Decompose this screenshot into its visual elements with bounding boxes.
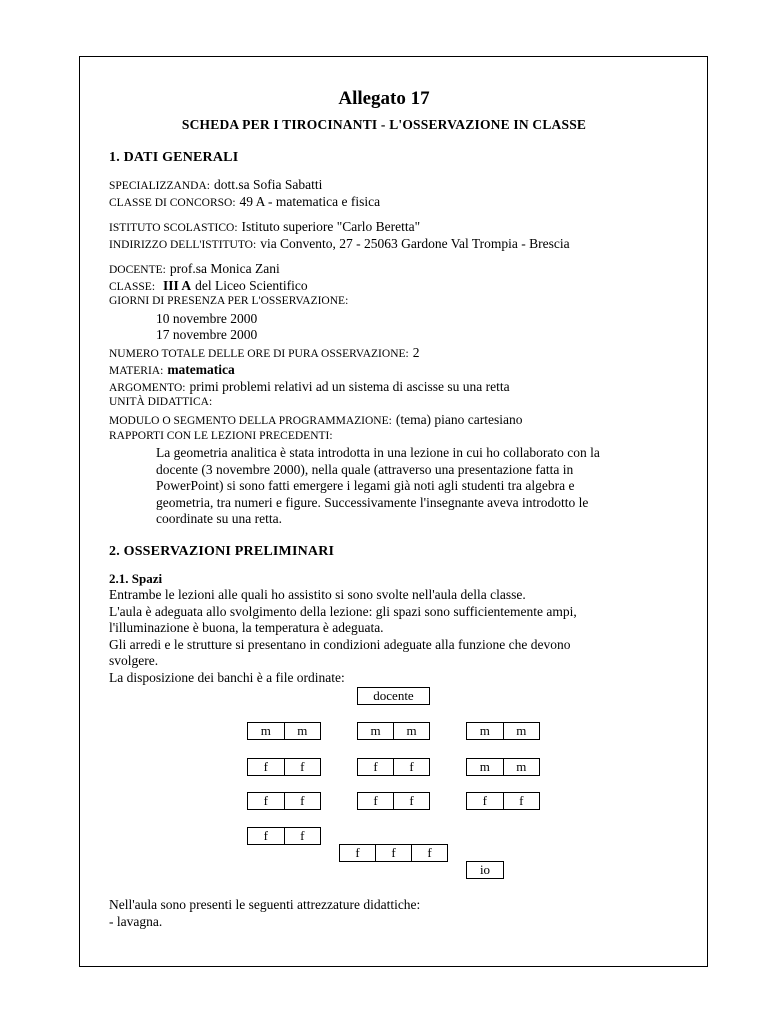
classe-concorso-value: 49 A - matematica e fisica (239, 194, 381, 209)
seat: f (375, 845, 411, 861)
unita-label: UNITÀ DIDATTICA: (109, 396, 213, 408)
seat: m (260, 723, 271, 738)
desk-pair (466, 722, 540, 740)
rapporti-line: coordinate su una retta. (156, 511, 282, 526)
attrezzature-line: Nell'aula sono presenti le seguenti attrezzature didattiche: (109, 897, 421, 912)
seat: m (503, 723, 540, 739)
classe-value-rest: del Liceo Scientifico (195, 278, 308, 293)
seat: f (503, 793, 540, 809)
docente-label: DOCENTE: (109, 264, 166, 276)
seat: f (411, 845, 447, 861)
spazi-line: svolgere. (109, 653, 159, 668)
seat: f (284, 793, 321, 809)
ore-row (109, 344, 419, 362)
spazi-line: Gli arredi e le strutture si presentano in condizioni adeguate alla funzione che devono (109, 636, 571, 652)
rapporti-line: docente (3 novembre 2000), nella quale (attraverso una presentazione fatta in (156, 461, 574, 477)
spazi-line: La disposizione dei banchi è a file ordinate: (109, 669, 345, 685)
desk-label: docente (373, 688, 414, 703)
classe-label: CLASSE: (109, 281, 156, 293)
istituto-value: Istituto superiore "Carlo Beretta" (241, 219, 421, 234)
materia-value: matematica (167, 362, 235, 377)
seat: m (503, 759, 540, 775)
ore-value: 2 (412, 345, 420, 360)
istituto-row (109, 218, 420, 236)
specializzanda-value: dott.sa Sofia Sabatti (213, 177, 323, 192)
section2-heading: 2. OSSERVAZIONI PRELIMINARI (109, 544, 335, 559)
indirizzo-label: INDIRIZZO DELL'ISTITUTO: (109, 239, 257, 251)
seat: m (479, 759, 490, 774)
argomento-row (109, 378, 510, 396)
seat: m (284, 723, 321, 739)
modulo-value: (tema) piano cartesiano (395, 412, 523, 427)
attrezzature-line: - lavagna. (109, 913, 163, 929)
istituto-label: ISTITUTO SCOLASTICO: (109, 222, 238, 234)
seat: m (479, 723, 490, 738)
seat: f (263, 828, 268, 843)
ore-label: NUMERO TOTALE DELLE ORE DI PURA OSSERVAZIONE: (109, 348, 409, 360)
seat: f (263, 793, 268, 808)
desk-observer (466, 861, 504, 879)
desk-pair (357, 792, 430, 810)
argomento-value: primi problemi relativi ad un sistema di ascisse su una retta (189, 379, 510, 394)
seat: f (284, 828, 321, 844)
rapporti-line: PowerPoint) si sono fatti emergere i legami già noti agli studenti tra algebra e (156, 478, 575, 493)
seat: f (284, 759, 321, 775)
desk-pair (247, 792, 321, 810)
classe-concorso-row (109, 193, 380, 211)
attrezzature-paragraph (109, 897, 420, 930)
desk-pair (247, 758, 321, 776)
desk-pair (466, 792, 540, 810)
giorno-2: 17 novembre 2000 (156, 327, 258, 342)
seat: m (370, 723, 381, 738)
desk-docente (357, 687, 430, 705)
giorni-label: GIORNI DI PRESENZA PER L'OSSERVAZIONE: (109, 295, 349, 307)
page-title: Allegato 17 (338, 88, 430, 109)
desk-triple (339, 844, 448, 862)
seat: f (393, 793, 429, 809)
giorno-1: 10 novembre 2000 (156, 311, 258, 326)
docente-value: prof.sa Monica Zani (169, 261, 280, 276)
docente-row (109, 260, 280, 278)
spazi-line: l'illuminazione è buona, la temperatura è adeguata. (109, 620, 384, 635)
seat: f (355, 845, 360, 860)
desk-pair (247, 827, 321, 845)
specializzanda-row (109, 176, 322, 194)
specializzanda-label: SPECIALIZZANDA: (109, 180, 210, 192)
desk-pair (466, 758, 540, 776)
desk-pair (247, 722, 321, 740)
seat: f (482, 793, 487, 808)
modulo-row (109, 411, 523, 429)
seat: f (373, 793, 378, 808)
page-subtitle: SCHEDA PER I TIROCINANTI - L'OSSERVAZIONE IN CLASSE (181, 117, 587, 132)
classe-row (109, 277, 308, 295)
classe-concorso-label: CLASSE DI CONCORSO: (109, 197, 236, 209)
seat: f (393, 759, 429, 775)
section1-heading: 1. DATI GENERALI (109, 150, 239, 165)
classe-value-bold: III A (163, 278, 192, 293)
spazi-line: L'aula è adeguata allo svolgimento della lezione: gli spazi sono sufficientemente ampi, (109, 603, 577, 619)
modulo-label: MODULO O SEGMENTO DELLA PROGRAMMAZIONE: (109, 415, 392, 427)
indirizzo-value: via Convento, 27 - 25063 Gardone Val Trompia - Brescia (260, 236, 570, 251)
observer-label: io (479, 862, 491, 877)
rapporti-line: geometria, tra numeri e figure. Successivamente l'insegnante aveva introdotto le (156, 494, 589, 510)
spazi-line: Entrambe le lezioni alle quali ho assistito si sono svolte nell'aula della classe. (109, 587, 526, 602)
materia-label: MATERIA: (109, 365, 164, 377)
argomento-label: ARGOMENTO: (109, 382, 186, 394)
section2-subheading: 2.1. Spazi (109, 571, 163, 586)
rapporti-line: La geometria analitica è stata introdotta in una lezione in cui ho collaborato con la (156, 445, 600, 460)
rapporti-paragraph (156, 445, 600, 528)
desk-pair (357, 722, 430, 740)
desk-pair (357, 758, 430, 776)
materia-row (109, 361, 235, 379)
spazi-paragraph (109, 587, 577, 686)
seat: f (373, 759, 378, 774)
seat: f (263, 759, 268, 774)
rapporti-label: RAPPORTI CON LE LEZIONI PRECEDENTI: (109, 430, 333, 442)
seat: m (393, 723, 429, 739)
indirizzo-row (109, 235, 570, 253)
